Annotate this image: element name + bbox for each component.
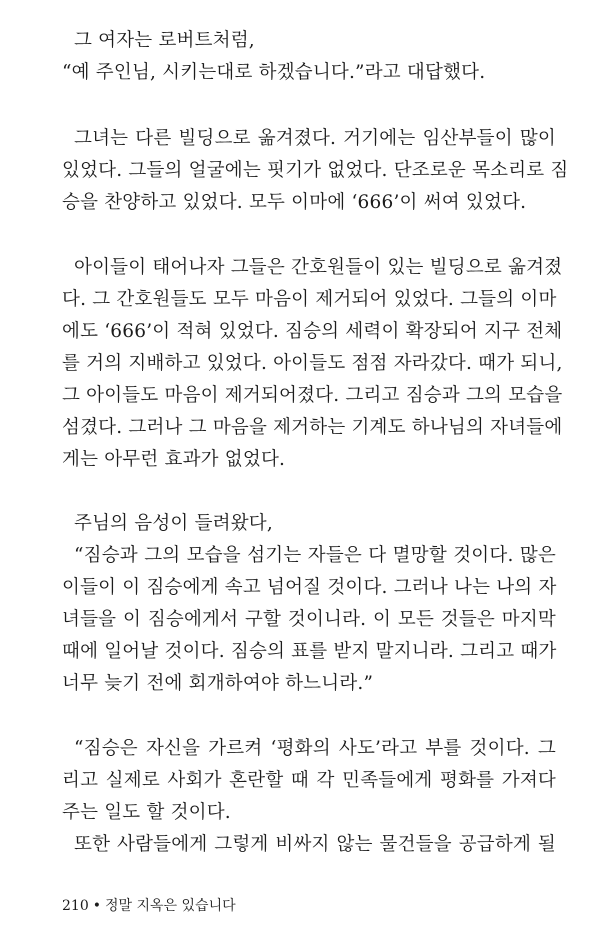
text-line: 그녀는 다른 빌딩으로 옮겨졌다. 거기에는 임산부들이 많이 — [74, 128, 556, 149]
text-line: “예 주인님, 시키는대로 하겠습니다.”라고 대답했다. — [62, 62, 486, 83]
text-line: 게는 아무런 효과가 없었다. — [62, 449, 286, 470]
text-line: “짐승은 자신을 가르켜 ‘평화의 사도’라고 부를 것이다. 그 — [74, 738, 556, 759]
text-line: 때에 일어날 것이다. 짐승의 표를 받지 말지니라. 그리고 때가 — [62, 641, 557, 662]
text-line: 다. 그 간호원들도 모두 마음이 제거되어 있었다. 그들의 이마 — [62, 289, 557, 310]
text-line: 아이들이 태어나자 그들은 간호원들이 있는 빌딩으로 옮겨졌 — [74, 257, 563, 278]
text-line: 있었다. 그들의 얼굴에는 핏기가 없었다. 단조로운 목소리로 짐 — [62, 160, 569, 181]
text-line: 그 여자는 로버트처럼, — [74, 30, 255, 51]
text-line: 녀들을 이 짐승에게서 구할 것이니라. 이 모든 것들은 마지막 — [62, 609, 556, 630]
text-line: 너무 늦기 전에 회개하여야 하느니라.” — [62, 673, 374, 694]
text-line: 섬겼다. 그러나 그 마음을 제거하는 기계도 하나님의 자녀들에 — [62, 417, 563, 438]
text-line: 또한 사람들에게 그렇게 비싸지 않는 물건들을 공급하게 될 — [74, 834, 556, 855]
text-line: 리고 실제로 사회가 혼란할 때 각 민족들에게 평화를 가져다 — [62, 770, 556, 791]
page-footer — [62, 897, 236, 915]
text-line: 주님의 음성이 들려왔다, — [74, 513, 273, 534]
text-line: 에도 ‘666’이 적혀 있었다. 짐승의 세력이 확장되어 지구 전체 — [62, 321, 563, 342]
footer-bullet: • — [92, 898, 101, 914]
text-line: 그 아이들도 마음이 제거되어졌다. 그리고 짐승과 그의 모습을 — [62, 385, 563, 406]
text-line: 이들이 이 짐승에게 속고 넘어질 것이다. 그러나 나는 나의 자 — [62, 577, 557, 598]
text-line: 를 거의 지배하고 있었다. 아이들도 점점 자라갔다. 때가 되니, — [62, 353, 563, 374]
text-line: “짐승과 그의 모습을 섬기는 자들은 다 멸망할 것이다. 많은 — [74, 545, 556, 566]
text-line: 승을 찬양하고 있었다. 모두 이마에 ‘666’이 써여 있었다. — [62, 192, 527, 213]
text-line: 주는 일도 할 것이다. — [62, 802, 231, 823]
page-number: 210 — [62, 898, 89, 914]
book-title: 정말 지옥은 있습니다 — [105, 898, 236, 914]
